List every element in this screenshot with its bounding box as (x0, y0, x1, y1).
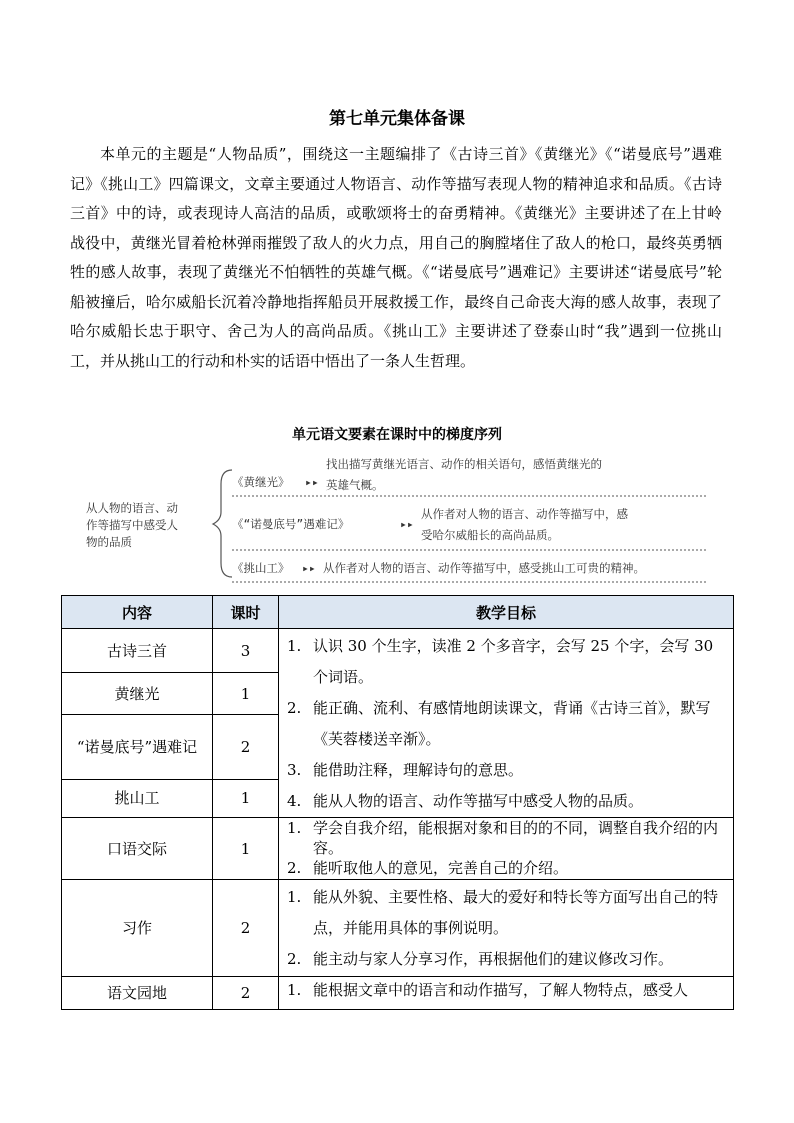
table-row (62, 629, 734, 673)
row-hours: 3 (213, 629, 279, 673)
page-title: 第七单元集体备课 (329, 109, 465, 129)
row-hours: 2 (213, 977, 279, 1010)
goals-oral (279, 818, 734, 880)
list-item: 1. 认识 30 个生字，读准 2 个多音字，会写 25 个字，会写 30 个词语。 (287, 637, 714, 686)
lesson-goal-1b: 英雄气概。 (326, 478, 384, 492)
row-hours: 1 (213, 673, 279, 715)
row-content: 挑山工 (62, 779, 213, 817)
gradient-heading: 单元语文要素在课时中的梯度序列 (292, 427, 502, 443)
goals-reading (279, 629, 734, 818)
table-header-row (62, 596, 734, 629)
header-goals: 教学目标 (279, 596, 734, 629)
lesson-goal-2a: 从作者对人物的语言、动作等描写中，感 (421, 507, 628, 521)
header-content: 内容 (62, 596, 213, 629)
brace-icon (213, 470, 232, 577)
teaching-plan-table (61, 595, 734, 1010)
element-line-3: 物的品质 (86, 535, 132, 549)
row-content: 黄继光 (62, 673, 213, 715)
arrow-icon: ▸▸ (305, 475, 319, 489)
list-item: 2. 能听取他人的意见，完善自己的介绍。 (287, 859, 569, 877)
intro-paragraph: 本单元的主题是“人物品质”，围绕这一主题编排了《古诗三首》《黄继光》《“诺曼底号”遇难记》《挑山工》四篇课文，文章主要通过人物语言、动作等描写表现人物的精神追求和品质。《古诗三首》中的诗，或表现诗人高洁的品质，或歌颂将士的奋勇精神。《黄继光》主要讲述了在上甘岭战役中，黄继光冒着枪林弹雨摧毁了敌人的火力点，用自己的胸膛堵住了敌人的枪口，最终英勇牺牲的感人故事，表现了黄继光不怕牺牲的英雄气概。《“诺曼底号”遇难记》主要讲述“诺曼底号”轮船被撞后，哈尔威船长沉着冷静地指挥船员开展救援工作，最终自己命丧大海的感人故事，表现了哈尔威船长忠于职守、舍己为人的高尚品质。《挑山工》主要讲述了登泰山时“我”遇到一位挑山工，并从挑山工的行动和朴实的话语中悟出了一条人生哲理。 (70, 145, 722, 370)
header-hours: 课时 (213, 596, 279, 629)
row-content: 口语交际 (62, 818, 213, 880)
lesson-goal-3: 从作者对人物的语言、动作等描写中，感受挑山工可贵的精神。 (323, 561, 645, 575)
row-content: “诺曼底号”遇难记 (62, 715, 213, 779)
table-row (62, 977, 734, 1010)
row-hours: 1 (213, 818, 279, 880)
row-content: 语文园地 (62, 977, 213, 1010)
list-item: 4. 能从人物的语言、动作等描写中感受人物的品质。 (287, 792, 644, 810)
table-row (62, 818, 734, 880)
goals-writing (279, 880, 734, 977)
element-line-2: 作等描写中感受人 (86, 518, 178, 532)
list-item: 2. 能正确、流利、有感情地朗读课文，背诵《古诗三首》，默写《芙蓉楼送辛渐》。 (287, 699, 711, 748)
goals-garden (279, 977, 734, 1010)
lesson-goal-2b: 受哈尔威船长的高尚品质。 (421, 528, 559, 542)
row-content: 习作 (62, 880, 213, 977)
element-line-1: 从人物的语言、动 (86, 501, 178, 515)
lesson-title-1: 《黄继光》 (232, 475, 290, 489)
row-content: 古诗三首 (62, 629, 213, 673)
arrow-icon: ▸▸ (302, 561, 316, 575)
lesson-title-3: 《挑山工》 (232, 561, 290, 575)
lesson-title-2: 《“诺曼底号”遇难记》 (232, 517, 350, 531)
list-item: 1. 学会自我介绍，能根据对象和目的的不同，调整自我介绍的内容。 (287, 819, 719, 857)
arrow-icon: ▸▸ (400, 517, 414, 531)
list-item: 1. 能根据文章中的语言和动作描写，了解人物特点，感受人 (287, 981, 689, 999)
list-item: 2. 能主动与家人分享习作，再根据他们的建议修改习作。 (287, 950, 674, 968)
lesson-goal-1a: 找出描写黄继光语言、动作的相关语句，感悟黄继光的 (326, 457, 602, 471)
row-hours: 2 (213, 715, 279, 779)
list-item: 1. 能从外貌、主要性格、最大的爱好和特长等方面写出自己的特点，并能用具体的事例说明。 (287, 888, 719, 937)
list-item: 3. 能借助注释，理解诗句的意思。 (287, 761, 524, 779)
row-hours: 2 (213, 880, 279, 977)
table-row (62, 880, 734, 977)
row-hours: 1 (213, 779, 279, 817)
